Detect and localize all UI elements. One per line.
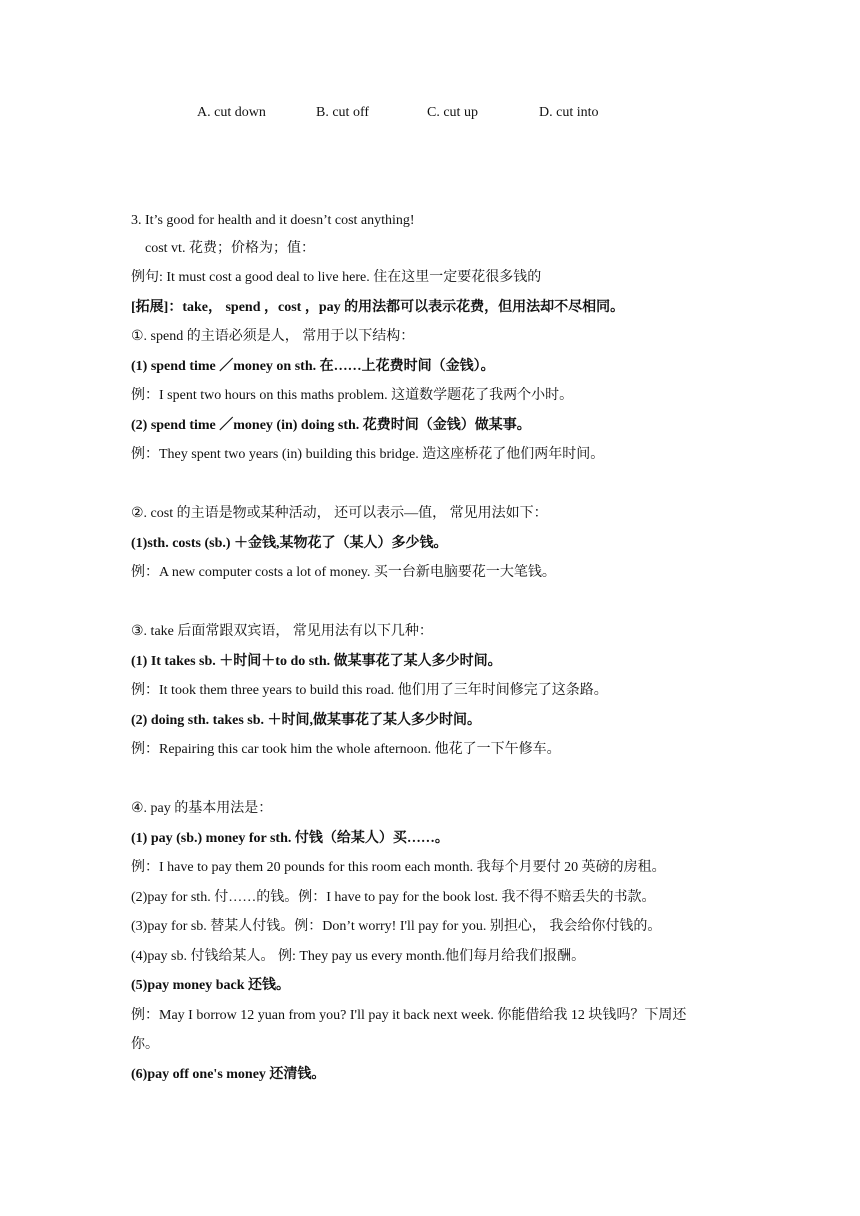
pay-usage-1: (1) pay (sb.) money for sth. 付钱（给某人）买……。	[131, 831, 449, 846]
section-take-heading: ③. take 后面常跟双宾语， 常见用法有以下几种：	[131, 624, 433, 639]
pay-example-5: 例：May I borrow 12 yuan from you? I'll pay it back next week. 你能借给我 12 块钱吗？下周还	[131, 1008, 687, 1023]
pay-usage-2: (2)pay for sth. 付……的钱。例：I have to pay for the book lost. 我不得不赔丢失的书款。	[131, 890, 656, 905]
example-line: 例句: It must cost a good deal to live here. 住在这里一定要花很多钱的	[131, 270, 542, 285]
take-usage-1: (1) It takes sb. ＋时间＋to do sth. 做某事花了某人多少时间。	[131, 654, 502, 669]
option-d: D. cut into	[539, 105, 599, 120]
section-spend-heading: ①. spend 的主语必须是人， 常用于以下结构：	[131, 329, 415, 344]
pay-usage-5: (5)pay money back 还钱。	[131, 978, 291, 993]
cost-example-1: 例：A new computer costs a lot of money. 买一台新电脑要花一大笔钱。	[131, 565, 556, 580]
take-example-2: 例：Repairing this car took him the whole afternoon. 他花了一下午修车。	[131, 742, 561, 757]
spend-example-2: 例：They spent two years (in) building this bridge. 造这座桥花了他们两年时间。	[131, 447, 605, 462]
spend-example-1: 例：I spent two hours on this maths problem. 这道数学题花了我两个小时。	[131, 388, 574, 403]
pay-usage-4: (4)pay sb. 付钱给某人。 例: They pay us every month.他们每月给我们报酬。	[131, 949, 586, 964]
extension-heading: [拓展]：take， spend ，cost ，pay 的用法都可以表示花费，但用法却不尽相同。	[131, 300, 625, 315]
take-example-1: 例：It took them three years to build this road. 他们用了三年时间修完了这条路。	[131, 683, 608, 698]
question-line: 3. It’s good for health and it doesn’t cost anything!	[131, 213, 415, 228]
option-c: C. cut up	[427, 105, 478, 120]
section-pay-heading: ④. pay 的基本用法是：	[131, 801, 273, 816]
spend-usage-2: (2) spend time ／money (in) doing sth. 花费时间（金钱）做某事。	[131, 418, 531, 433]
cost-usage-1: (1)sth. costs (sb.) ＋金钱,某物花了（某人）多少钱。	[131, 536, 448, 551]
pay-example-1: 例：I have to pay them 20 pounds for this room each month. 我每个月要付 20 英磅的房租。	[131, 860, 666, 875]
pay-usage-6: (6)pay off one's money 还清钱。	[131, 1067, 326, 1082]
spend-usage-1: (1) spend time ／money on sth. 在……上花费时间（金钱）。	[131, 359, 495, 374]
pay-usage-3: (3)pay for sb. 替某人付钱。例：Don’t worry! I'll pay for you. 别担心， 我会给你付钱的。	[131, 919, 662, 934]
option-b: B. cut off	[316, 105, 370, 120]
option-a: A. cut down	[197, 105, 266, 120]
definition-line: cost vt. 花费；价格为；值：	[145, 241, 315, 256]
take-usage-2: (2) doing sth. takes sb. ＋时间,做某事花了某人多少时间。	[131, 713, 482, 728]
section-cost-heading: ②. cost 的主语是物或某种活动， 还可以表示—值， 常见用法如下：	[131, 506, 548, 521]
pay-example-5-cont: 你。	[131, 1037, 159, 1052]
